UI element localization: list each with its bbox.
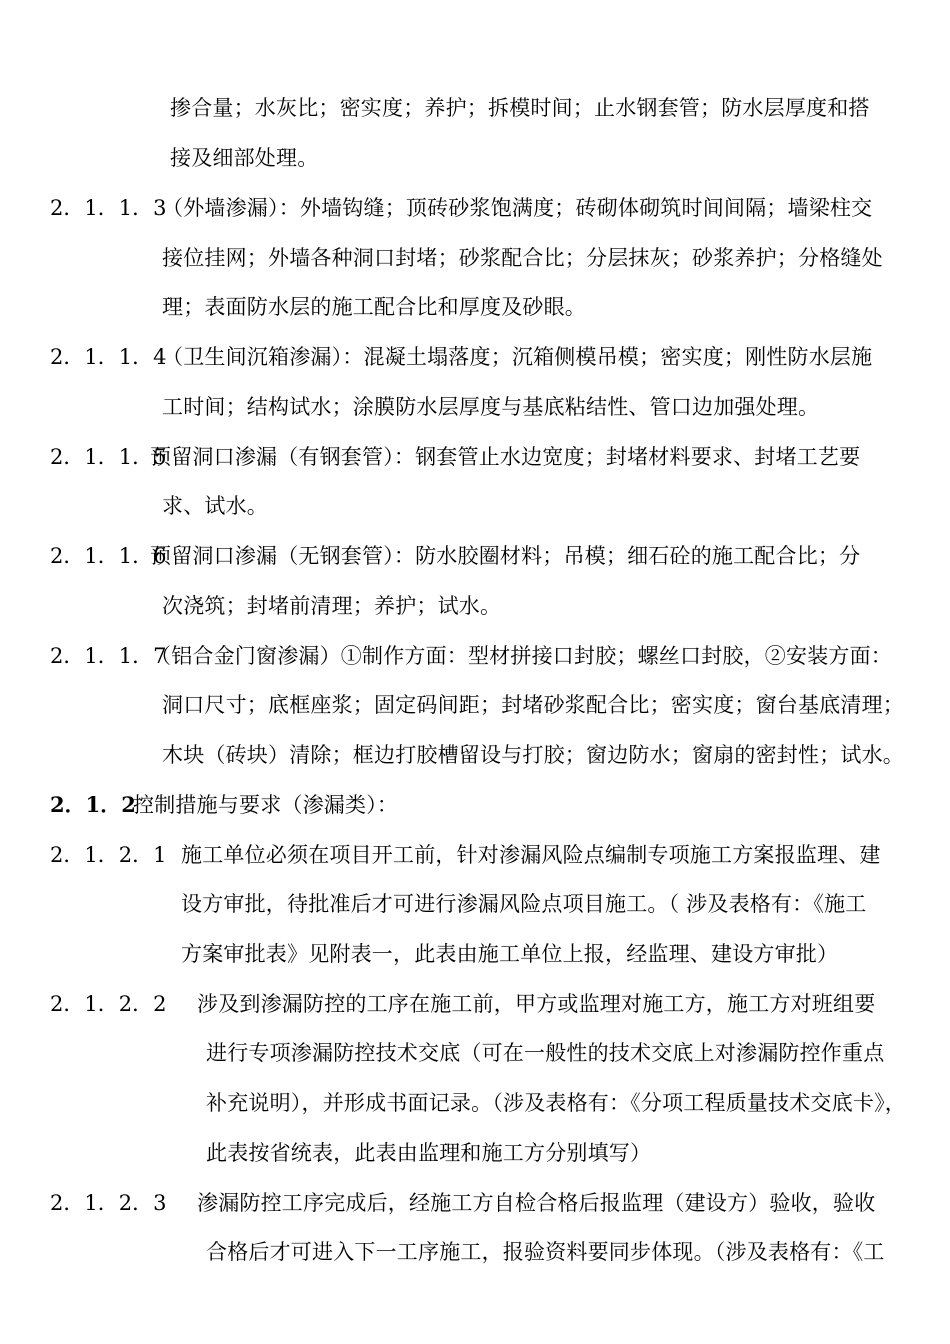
body-line: 进行专项渗漏防控技术交底（可在一般性的技术交底上对渗漏防控作重点 — [206, 1041, 885, 1065]
body-line: 预留洞口渗漏（无钢套管）：防水胶圈材料；吊模；细石砼的施工配合比；分 — [150, 544, 861, 568]
subitem-number: 2．1．2．3 — [50, 1191, 167, 1215]
body-line: 补充说明），并形成书面记录。（涉及表格有：《分项工程质量技术交底卡》， — [206, 1091, 906, 1115]
body-line: 施工单位必须在项目开工前，针对渗漏风险点编制专项施工方案报监理、建 — [181, 843, 881, 867]
item-number: 2．1．1．4 — [50, 345, 167, 369]
section-heading: 控制措施与要求（渗漏类）： — [133, 793, 399, 817]
body-line: 木块（砖块）清除；框边打胶槽留设与打胶；窗边防水；窗扇的密封性；试水。 — [162, 743, 904, 767]
item-number: 2．1．1．7 — [50, 644, 167, 668]
body-line: 渗漏防控工序完成后，经施工方自检合格后报监理（建设方）验收，验收 — [197, 1191, 876, 1215]
subitem-number: 2．1．2．2 — [50, 992, 167, 1016]
item-number: 2．1．1．5 — [50, 445, 167, 469]
body-line: 工时间；结构试水；涂膜防水层厚度与基底粘结性、管口边加强处理。 — [162, 395, 820, 419]
body-line: 接位挂网；外墙各种洞口封堵；砂浆配合比；分层抹灰；砂浆养护；分格缝处 — [162, 246, 883, 270]
body-line: 涉及到渗漏防控的工序在施工前，甲方或监理对施工方，施工方对班组要 — [197, 992, 876, 1016]
body-line: （外墙渗漏）：外墙钩缝；顶砖砂浆饱满度；砖砌体砌筑时间间隔；墙梁柱交 — [162, 196, 873, 220]
body-line: 此表按省统表，此表由监理和施工方分别填写） — [206, 1141, 652, 1165]
body-line: 次浇筑；封堵前清理；养护；试水。 — [162, 594, 502, 618]
body-line: 预留洞口渗漏（有钢套管）：钢套管止水边宽度；封堵材料要求、封堵工艺要 — [150, 445, 861, 469]
section-heading-number: 2．1．2 — [50, 792, 136, 817]
item-number: 2．1．1．6 — [50, 544, 167, 568]
body-line: 设方审批，待批准后才可进行渗漏风险点项目施工。（ 涉及表格有：《施工 — [181, 892, 867, 916]
body-line: 掺合量；水灰比；密实度；养护；拆模时间；止水钢套管；防水层厚度和搭 — [170, 96, 870, 120]
body-line: 洞口尺寸；底框座浆；固定码间距；封堵砂浆配合比；密实度；窗台基底清理； — [162, 693, 904, 717]
item-number: 2．1．1．3 — [50, 196, 167, 220]
body-line: 求、试水。 — [162, 494, 268, 518]
body-line: 合格后才可进入下一工序施工，报验资料要同步体现。（涉及表格有：《工 — [206, 1240, 885, 1264]
body-line: 接及细部处理。 — [170, 146, 319, 170]
body-line: 理；表面防水层的施工配合比和厚度及砂眼。 — [162, 295, 586, 319]
body-line: （铝合金门窗渗漏）①制作方面：型材拼接口封胶；螺丝口封胶，②安装方面： — [150, 644, 892, 668]
subitem-number: 2．1．2．1 — [50, 843, 167, 867]
body-line: 方案审批表》见附表一，此表由施工单位上报，经监理、建设方审批） — [181, 942, 839, 966]
body-line: （卫生间沉箱渗漏）：混凝土塌落度；沉箱侧模吊模；密实度；刚性防水层施 — [162, 345, 873, 369]
